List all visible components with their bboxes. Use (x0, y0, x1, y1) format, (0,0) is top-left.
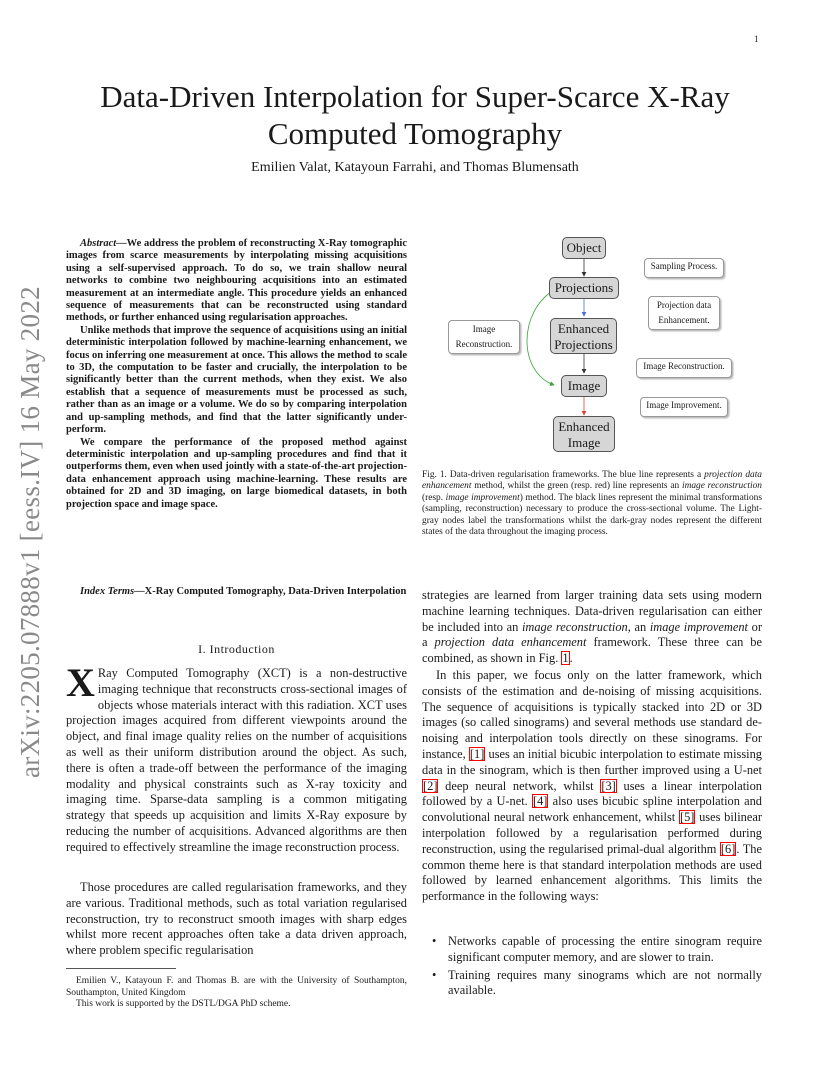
intro-paragraph-2 (66, 880, 407, 959)
abstract-p2: Unlike methods that improve the sequence of acquisitions using an initial deterministic interpolation followed by machine-learning enhancement, we focus on inferring one measurement at once. This allows the method to scale to 3D, the computation to be faster and crucially, the interpolation to be significantly better than the current methods, when they exist. We also establish that a sequence of measurements must be processed as such, rather than as an image or a volume. We do so by comparing interpolation and up-sampling methods, and find that the latter significantly under-perform. (66, 324, 407, 436)
figure-reference-link[interactable]: 1 (562, 651, 569, 666)
node-enhanced-image: Enhanced Image (553, 416, 615, 452)
citation-link-1[interactable]: [1] (469, 746, 485, 761)
authors: Emilien Valat, Katayoun Farrahi, and Thomas Blumensath (251, 160, 579, 175)
arxiv-watermark: arXiv:2205.07888v1 [eess.IV] 16 May 2022 (15, 286, 45, 778)
footnote-funding: This work is supported by the DSTL/DGA PhD scheme. (76, 999, 291, 1009)
right-paragraph-2: In this paper, we focus only on the latter framework, which consists of the estimation and de-noising of missing acquisitions. The sequence of acquisitions is typically stacked into 2D or 3D images (so called sinograms) and several methods use standard de-noising and interpolation tools directly on these sinograms. For instance, [1] uses an initial bicubic interpolation to estimate missing data in the sinogram, which is then further improved using a U-net [2] deep neural network, whilst [3] uses a linear interpolation followed by a U-net. [4] also uses bicubic spline interpolation and convolutional neural network enhancement, whilst [5] uses bilinear interpolation followed by a regularisation performed during reconstruction, using the regularised primal-dual algorithm [6]. The common theme here is that standard interpolation methods are used followed by learned enhancement algorithms. This limits the performance in the following ways: (422, 668, 762, 904)
citation-link-4[interactable]: [4] (532, 794, 548, 809)
list-item: • Networks capable of processing the entire sinogram require significant computer memory, and are slower to train. (422, 934, 762, 966)
citation-link-5[interactable]: [5] (679, 810, 695, 825)
list-item: • Training requires many sinograms which are not normally available. (422, 968, 762, 1000)
node-image: Image (561, 375, 607, 397)
node-enhanced-projections: Enhanced Projections (550, 318, 617, 354)
citation-link-2[interactable]: [2] (423, 778, 438, 793)
label-image-reconstruction-left: Image Reconstruction. (448, 320, 520, 354)
figure-1-diagram (430, 232, 760, 460)
abstract-label: Abstract (80, 238, 117, 249)
node-object: Object (562, 237, 606, 259)
footnote-affiliation: Emilien V., Katayoun F. and Thomas B. are with the University of Southampton, Southampton, United Kingdom (66, 976, 407, 998)
citation-link-6[interactable]: [6] (720, 841, 736, 856)
intro-p1-text: Ray Computed Tomography (XCT) is a non-destructive imaging technique that reconstructs cross-sectional images of objects whose materials interact with this radiation. XCT uses projection images acquired from different viewpoints around the object, and final image quality relies on the number of acquisitions as well as their uniform distribution around the object. As such, there is often a trade-off between the performance of the imaging modality and physical constraints such as X-ray toxicity and imaging time. Sparse-data sampling is a common mitigating strategy that speeds up acquisition and limits X-Ray exposure by reducing the number of acquisitions. Advanced algorithms are then required to effectively streamline the image reconstruction process. (66, 666, 407, 854)
label-projection-enhancement: Projection data Enhancement. (648, 296, 720, 330)
intro-p2-text: Those procedures are called regularisation frameworks, and they are various. Traditional methods, such as total variation regularised reconstruction, try to reconstruct smooth images with sharp edges whilst more recent approaches often take a data driven approach, where problem specific regularisation (66, 880, 407, 958)
paper-title: Data-Driven Interpolation for Super-Scarce X-Ray Computed Tomography (100, 79, 730, 151)
index-terms-text: —X-Ray Computed Tomography, Data-Driven Interpolation (134, 586, 407, 597)
figure-1-caption: Fig. 1. Data-driven regularisation frameworks. The blue line represents a projection data enhancement method, whilst the green (resp. red) line represents an image reconstruction (resp. image improvement) method. The black lines represent the minimal transformations (sampling, reconstruction) necessary to produce the cross-sectional volume. The Light-gray nodes label the transformations whilst the dark-gray nodes represent the different states of the data throughout the imaging process. (422, 470, 762, 538)
footnotes (66, 976, 407, 1011)
node-projections: Projections (549, 277, 619, 299)
section-heading-introduction: I. Introduction (198, 642, 275, 656)
label-image-reconstruction-right: Image Reconstruction. (636, 358, 732, 378)
label-sampling-process: Sampling Process. (644, 258, 724, 278)
label-image-improvement: Image Improvement. (640, 397, 728, 417)
footnote-divider (66, 968, 176, 969)
limitations-list (422, 934, 762, 1001)
index-terms-label: Index Terms (80, 586, 135, 597)
dropcap: X (66, 660, 95, 705)
right-paragraph-1: strategies are learned from larger training data sets using modern machine learning techniques. Data-driven regularisation can either be included into an image reconstruction, an image improvement or a projection data enhancement framework. These three can be combined, as shown in Fig. 1. (422, 588, 762, 666)
index-terms (66, 586, 407, 598)
abstract-p3: We compare the performance of the proposed method against deterministic interpolation and up-sampling procedures and find that it outperforms them, even when used jointly with a state-of-the-art projection-data enhancement approach using machine-learning. These results are obtained for 2D and 3D imaging, on large biomedical datasets, in both projection space and image space. (66, 436, 407, 510)
citation-link-3[interactable]: [3] (601, 778, 616, 793)
intro-paragraph-1 (66, 660, 407, 856)
abstract-p1: —We address the problem of reconstructing X-Ray tomographic images from scarce measurements by interpolating missing acquisitions using a self-supervised approach. To do so, we train shallow neural networks to combine two neighbouring acquisitions into an estimated measurement at an intermediate angle. This procedure yields an enhanced sequence of measurements that can be reconstructed using standard methods, or further enhanced using regularisation approaches. (66, 238, 407, 324)
abstract (66, 238, 407, 511)
page-number: 1 (754, 34, 759, 44)
